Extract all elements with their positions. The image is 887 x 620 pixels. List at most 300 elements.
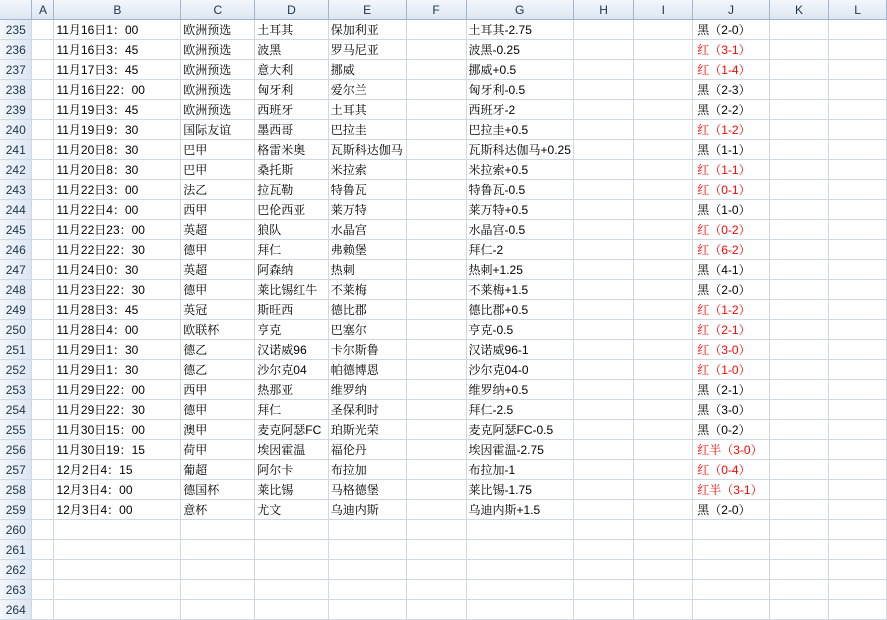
table-row[interactable]	[0, 140, 887, 160]
cell-c-238[interactable]: 欧洲预选	[181, 80, 255, 100]
cell-e-238[interactable]: 爱尔兰	[328, 80, 406, 100]
cell-l-245[interactable]	[829, 220, 887, 240]
cell-l-253[interactable]	[829, 380, 887, 400]
row-header[interactable]: 259	[0, 500, 32, 520]
cell-c-256[interactable]: 荷甲	[181, 440, 255, 460]
cell-c-236[interactable]: 欧洲预选	[181, 40, 255, 60]
cell-a-248[interactable]	[32, 280, 54, 300]
cell-b-264[interactable]	[54, 600, 181, 620]
cell-j-261[interactable]	[693, 540, 770, 560]
cell-g-258[interactable]: 莱比锡-1.75	[466, 480, 573, 500]
cell-k-237[interactable]	[769, 60, 828, 80]
cell-i-238[interactable]	[634, 80, 693, 100]
cell-l-250[interactable]	[829, 320, 887, 340]
cell-j-264[interactable]	[693, 600, 770, 620]
cell-f-239[interactable]	[406, 100, 466, 120]
cell-j-245[interactable]: 红（0-2）	[693, 220, 770, 240]
cell-g-248[interactable]: 不莱梅+1.5	[466, 280, 573, 300]
cell-j-248[interactable]: 黑（2-0）	[693, 280, 770, 300]
cell-j-237[interactable]: 红（1-4）	[693, 60, 770, 80]
cell-i-262[interactable]	[634, 560, 693, 580]
cell-g-241[interactable]: 瓦斯科达伽马+0.25	[466, 140, 573, 160]
cell-a-250[interactable]	[32, 320, 54, 340]
cell-c-248[interactable]: 德甲	[181, 280, 255, 300]
cell-k-260[interactable]	[769, 520, 828, 540]
row-header[interactable]: 261	[0, 540, 32, 560]
cell-a-244[interactable]	[32, 200, 54, 220]
cell-l-254[interactable]	[829, 400, 887, 420]
cell-c-261[interactable]	[181, 540, 255, 560]
cell-g-252[interactable]: 沙尔克04-0	[466, 360, 573, 380]
cell-j-236[interactable]: 红（3-1）	[693, 40, 770, 60]
cell-h-238[interactable]	[573, 80, 633, 100]
cell-a-245[interactable]	[32, 220, 54, 240]
row-header[interactable]: 264	[0, 600, 32, 620]
cell-g-243[interactable]: 特鲁瓦-0.5	[466, 180, 573, 200]
cell-g-263[interactable]	[466, 580, 573, 600]
table-row[interactable]	[0, 160, 887, 180]
cell-g-253[interactable]: 维罗纳+0.5	[466, 380, 573, 400]
cell-f-255[interactable]	[406, 420, 466, 440]
cell-e-241[interactable]: 瓦斯科达伽马	[328, 140, 406, 160]
cell-c-243[interactable]: 法乙	[181, 180, 255, 200]
cell-j-254[interactable]: 黑（3-0）	[693, 400, 770, 420]
cell-a-256[interactable]	[32, 440, 54, 460]
cell-g-237[interactable]: 挪威+0.5	[466, 60, 573, 80]
cell-h-260[interactable]	[573, 520, 633, 540]
cell-i-259[interactable]	[634, 500, 693, 520]
table-row[interactable]	[0, 520, 887, 540]
cell-j-240[interactable]: 红（1-2）	[693, 120, 770, 140]
cell-i-235[interactable]	[634, 20, 693, 40]
cell-h-240[interactable]	[573, 120, 633, 140]
cell-k-256[interactable]	[769, 440, 828, 460]
cell-i-255[interactable]	[634, 420, 693, 440]
cell-j-244[interactable]: 黑（1-0）	[693, 200, 770, 220]
cell-l-248[interactable]	[829, 280, 887, 300]
cell-i-245[interactable]	[634, 220, 693, 240]
cell-d-252[interactable]: 沙尔克04	[255, 360, 328, 380]
cell-i-242[interactable]	[634, 160, 693, 180]
cell-a-238[interactable]	[32, 80, 54, 100]
table-row[interactable]	[0, 380, 887, 400]
cell-g-242[interactable]: 米拉索+0.5	[466, 160, 573, 180]
cell-e-251[interactable]: 卡尔斯鲁	[328, 340, 406, 360]
cell-b-252[interactable]: 11月29日1：30	[54, 360, 181, 380]
row-header[interactable]: 237	[0, 60, 32, 80]
cell-j-258[interactable]: 红半（3-1）	[693, 480, 770, 500]
cell-d-257[interactable]: 阿尔卡	[255, 460, 328, 480]
cell-d-243[interactable]: 拉瓦勒	[255, 180, 328, 200]
cell-j-253[interactable]: 黑（2-1）	[693, 380, 770, 400]
cell-d-235[interactable]: 土耳其	[255, 20, 328, 40]
cell-b-241[interactable]: 11月20日8：30	[54, 140, 181, 160]
cell-b-246[interactable]: 11月22日22：30	[54, 240, 181, 260]
cell-a-260[interactable]	[32, 520, 54, 540]
row-header[interactable]: 257	[0, 460, 32, 480]
cell-l-249[interactable]	[829, 300, 887, 320]
cell-b-255[interactable]: 11月30日15：00	[54, 420, 181, 440]
cell-j-260[interactable]	[693, 520, 770, 540]
cell-i-256[interactable]	[634, 440, 693, 460]
cell-b-258[interactable]: 12月3日4：00	[54, 480, 181, 500]
cell-i-239[interactable]	[634, 100, 693, 120]
cell-b-257[interactable]: 12月2日4：15	[54, 460, 181, 480]
cell-d-236[interactable]: 波黑	[255, 40, 328, 60]
cell-f-264[interactable]	[406, 600, 466, 620]
cell-g-238[interactable]: 匈牙利-0.5	[466, 80, 573, 100]
column-header-e[interactable]: E	[328, 0, 406, 20]
cell-h-248[interactable]	[573, 280, 633, 300]
cell-f-247[interactable]	[406, 260, 466, 280]
table-row[interactable]	[0, 560, 887, 580]
cell-b-244[interactable]: 11月22日4：00	[54, 200, 181, 220]
cell-d-259[interactable]: 尤文	[255, 500, 328, 520]
row-header[interactable]: 263	[0, 580, 32, 600]
cell-g-235[interactable]: 土耳其-2.75	[466, 20, 573, 40]
cell-h-257[interactable]	[573, 460, 633, 480]
cell-a-247[interactable]	[32, 260, 54, 280]
cell-c-262[interactable]	[181, 560, 255, 580]
cell-l-246[interactable]	[829, 240, 887, 260]
cell-k-252[interactable]	[769, 360, 828, 380]
cell-h-256[interactable]	[573, 440, 633, 460]
cell-a-257[interactable]	[32, 460, 54, 480]
cell-j-262[interactable]	[693, 560, 770, 580]
row-header[interactable]: 249	[0, 300, 32, 320]
cell-e-247[interactable]: 热刺	[328, 260, 406, 280]
cell-k-240[interactable]	[769, 120, 828, 140]
cell-c-242[interactable]: 巴甲	[181, 160, 255, 180]
cell-d-253[interactable]: 热那亚	[255, 380, 328, 400]
cell-f-246[interactable]	[406, 240, 466, 260]
cell-e-243[interactable]: 特鲁瓦	[328, 180, 406, 200]
cell-c-245[interactable]: 英超	[181, 220, 255, 240]
cell-l-236[interactable]	[829, 40, 887, 60]
table-row[interactable]	[0, 580, 887, 600]
cell-a-262[interactable]	[32, 560, 54, 580]
cell-c-263[interactable]	[181, 580, 255, 600]
cell-l-261[interactable]	[829, 540, 887, 560]
cell-j-242[interactable]: 红（1-1）	[693, 160, 770, 180]
cell-b-260[interactable]	[54, 520, 181, 540]
cell-l-239[interactable]	[829, 100, 887, 120]
cell-d-242[interactable]: 桑托斯	[255, 160, 328, 180]
cell-h-252[interactable]	[573, 360, 633, 380]
table-row[interactable]	[0, 300, 887, 320]
cell-b-261[interactable]	[54, 540, 181, 560]
row-header[interactable]: 240	[0, 120, 32, 140]
cell-f-249[interactable]	[406, 300, 466, 320]
cell-c-250[interactable]: 欧联杯	[181, 320, 255, 340]
row-header[interactable]: 250	[0, 320, 32, 340]
cell-a-251[interactable]	[32, 340, 54, 360]
cell-f-261[interactable]	[406, 540, 466, 560]
cell-i-240[interactable]	[634, 120, 693, 140]
cell-e-237[interactable]: 挪威	[328, 60, 406, 80]
row-header[interactable]: 254	[0, 400, 32, 420]
table-row[interactable]	[0, 260, 887, 280]
cell-k-247[interactable]	[769, 260, 828, 280]
cell-e-256[interactable]: 福伦丹	[328, 440, 406, 460]
cell-k-243[interactable]	[769, 180, 828, 200]
cell-h-264[interactable]	[573, 600, 633, 620]
cell-b-235[interactable]: 11月16日1：00	[54, 20, 181, 40]
cell-j-255[interactable]: 黑（0-2）	[693, 420, 770, 440]
cell-a-253[interactable]	[32, 380, 54, 400]
row-header[interactable]: 241	[0, 140, 32, 160]
cell-l-263[interactable]	[829, 580, 887, 600]
cell-e-239[interactable]: 土耳其	[328, 100, 406, 120]
table-row[interactable]	[0, 440, 887, 460]
cell-i-248[interactable]	[634, 280, 693, 300]
cell-e-258[interactable]: 马格德堡	[328, 480, 406, 500]
cell-g-264[interactable]	[466, 600, 573, 620]
cell-h-246[interactable]	[573, 240, 633, 260]
cell-d-241[interactable]: 格雷米奥	[255, 140, 328, 160]
column-header-k[interactable]: K	[769, 0, 828, 20]
row-header[interactable]: 247	[0, 260, 32, 280]
cell-b-251[interactable]: 11月29日1：30	[54, 340, 181, 360]
cell-h-243[interactable]	[573, 180, 633, 200]
cell-e-244[interactable]: 莱万特	[328, 200, 406, 220]
cell-l-242[interactable]	[829, 160, 887, 180]
cell-e-250[interactable]: 巴塞尔	[328, 320, 406, 340]
cell-h-258[interactable]	[573, 480, 633, 500]
table-row[interactable]	[0, 80, 887, 100]
cell-h-251[interactable]	[573, 340, 633, 360]
cell-d-244[interactable]: 巴伦西亚	[255, 200, 328, 220]
cell-a-261[interactable]	[32, 540, 54, 560]
row-header[interactable]: 246	[0, 240, 32, 260]
row-header[interactable]: 239	[0, 100, 32, 120]
row-header[interactable]: 248	[0, 280, 32, 300]
cell-a-264[interactable]	[32, 600, 54, 620]
cell-i-264[interactable]	[634, 600, 693, 620]
cell-k-246[interactable]	[769, 240, 828, 260]
cell-l-241[interactable]	[829, 140, 887, 160]
cell-b-239[interactable]: 11月19日3：45	[54, 100, 181, 120]
cell-g-249[interactable]: 德比郡+0.5	[466, 300, 573, 320]
cell-b-243[interactable]: 11月22日3：00	[54, 180, 181, 200]
table-row[interactable]	[0, 240, 887, 260]
cell-e-249[interactable]: 德比郡	[328, 300, 406, 320]
cell-b-259[interactable]: 12月3日4：00	[54, 500, 181, 520]
cell-c-239[interactable]: 欧洲预选	[181, 100, 255, 120]
cell-f-236[interactable]	[406, 40, 466, 60]
cell-b-262[interactable]	[54, 560, 181, 580]
cell-f-262[interactable]	[406, 560, 466, 580]
cell-f-257[interactable]	[406, 460, 466, 480]
cell-f-253[interactable]	[406, 380, 466, 400]
cell-j-241[interactable]: 黑（1-1）	[693, 140, 770, 160]
cell-d-263[interactable]	[255, 580, 328, 600]
cell-j-263[interactable]	[693, 580, 770, 600]
cell-e-261[interactable]	[328, 540, 406, 560]
cell-e-264[interactable]	[328, 600, 406, 620]
table-row[interactable]	[0, 460, 887, 480]
cell-k-241[interactable]	[769, 140, 828, 160]
cell-f-244[interactable]	[406, 200, 466, 220]
row-header[interactable]: 244	[0, 200, 32, 220]
cell-f-252[interactable]	[406, 360, 466, 380]
cell-j-252[interactable]: 红（1-0）	[693, 360, 770, 380]
cell-d-260[interactable]	[255, 520, 328, 540]
cell-l-259[interactable]	[829, 500, 887, 520]
table-row[interactable]	[0, 320, 887, 340]
cell-c-264[interactable]	[181, 600, 255, 620]
cell-h-247[interactable]	[573, 260, 633, 280]
cell-b-245[interactable]: 11月22日23：00	[54, 220, 181, 240]
cell-c-252[interactable]: 德乙	[181, 360, 255, 380]
cell-f-238[interactable]	[406, 80, 466, 100]
cell-d-237[interactable]: 意大利	[255, 60, 328, 80]
cell-l-258[interactable]	[829, 480, 887, 500]
cell-h-235[interactable]	[573, 20, 633, 40]
column-header-i[interactable]: I	[634, 0, 693, 20]
cell-g-256[interactable]: 埃因霍温-2.75	[466, 440, 573, 460]
cell-h-236[interactable]	[573, 40, 633, 60]
cell-a-255[interactable]	[32, 420, 54, 440]
column-header-h[interactable]: H	[573, 0, 633, 20]
cell-j-246[interactable]: 红（6-2）	[693, 240, 770, 260]
column-header-j[interactable]: J	[693, 0, 770, 20]
column-header-f[interactable]: F	[406, 0, 466, 20]
cell-j-243[interactable]: 红（0-1）	[693, 180, 770, 200]
row-header[interactable]: 255	[0, 420, 32, 440]
cell-e-248[interactable]: 不莱梅	[328, 280, 406, 300]
row-header[interactable]: 252	[0, 360, 32, 380]
cell-d-254[interactable]: 拜仁	[255, 400, 328, 420]
cell-a-249[interactable]	[32, 300, 54, 320]
table-row[interactable]	[0, 120, 887, 140]
column-header-d[interactable]: D	[255, 0, 328, 20]
cell-d-258[interactable]: 莱比锡	[255, 480, 328, 500]
cell-j-250[interactable]: 红（2-1）	[693, 320, 770, 340]
row-header[interactable]: 253	[0, 380, 32, 400]
table-row[interactable]	[0, 540, 887, 560]
table-row[interactable]	[0, 280, 887, 300]
cell-c-260[interactable]	[181, 520, 255, 540]
cell-k-263[interactable]	[769, 580, 828, 600]
cell-k-262[interactable]	[769, 560, 828, 580]
cell-b-256[interactable]: 11月30日19：15	[54, 440, 181, 460]
cell-f-259[interactable]	[406, 500, 466, 520]
cell-l-240[interactable]	[829, 120, 887, 140]
cell-a-241[interactable]	[32, 140, 54, 160]
cell-c-244[interactable]: 西甲	[181, 200, 255, 220]
cell-f-241[interactable]	[406, 140, 466, 160]
cell-l-247[interactable]	[829, 260, 887, 280]
cell-h-255[interactable]	[573, 420, 633, 440]
cell-g-255[interactable]: 麦克阿瑟FC-0.5	[466, 420, 573, 440]
cell-j-238[interactable]: 黑（2-3）	[693, 80, 770, 100]
cell-b-263[interactable]	[54, 580, 181, 600]
cell-h-249[interactable]	[573, 300, 633, 320]
cell-i-253[interactable]	[634, 380, 693, 400]
cell-d-251[interactable]: 汉诺威96	[255, 340, 328, 360]
cell-k-236[interactable]	[769, 40, 828, 60]
cell-a-242[interactable]	[32, 160, 54, 180]
cell-b-236[interactable]: 11月16日3：45	[54, 40, 181, 60]
cell-f-263[interactable]	[406, 580, 466, 600]
cell-g-251[interactable]: 汉诺威96-1	[466, 340, 573, 360]
cell-l-262[interactable]	[829, 560, 887, 580]
cell-i-236[interactable]	[634, 40, 693, 60]
row-header[interactable]: 235	[0, 20, 32, 40]
cell-i-237[interactable]	[634, 60, 693, 80]
cell-f-245[interactable]	[406, 220, 466, 240]
cell-i-250[interactable]	[634, 320, 693, 340]
row-header[interactable]: 245	[0, 220, 32, 240]
table-row[interactable]	[0, 40, 887, 60]
cell-g-254[interactable]: 拜仁-2.5	[466, 400, 573, 420]
cell-i-260[interactable]	[634, 520, 693, 540]
column-header-g[interactable]: G	[466, 0, 573, 20]
cell-k-249[interactable]	[769, 300, 828, 320]
cell-d-262[interactable]	[255, 560, 328, 580]
cell-l-264[interactable]	[829, 600, 887, 620]
cell-f-251[interactable]	[406, 340, 466, 360]
cell-d-247[interactable]: 阿森纳	[255, 260, 328, 280]
cell-g-236[interactable]: 波黑-0.25	[466, 40, 573, 60]
cell-f-235[interactable]	[406, 20, 466, 40]
cell-g-259[interactable]: 乌迪内斯+1.5	[466, 500, 573, 520]
cell-l-235[interactable]	[829, 20, 887, 40]
cell-b-254[interactable]: 11月29日22：30	[54, 400, 181, 420]
cell-d-250[interactable]: 亨克	[255, 320, 328, 340]
cell-a-259[interactable]	[32, 500, 54, 520]
cell-e-246[interactable]: 弗赖堡	[328, 240, 406, 260]
row-header[interactable]: 258	[0, 480, 32, 500]
cell-c-240[interactable]: 国际友谊	[181, 120, 255, 140]
cell-e-253[interactable]: 维罗纳	[328, 380, 406, 400]
cell-h-244[interactable]	[573, 200, 633, 220]
cell-c-249[interactable]: 英冠	[181, 300, 255, 320]
cell-a-263[interactable]	[32, 580, 54, 600]
cell-k-264[interactable]	[769, 600, 828, 620]
cell-k-250[interactable]	[769, 320, 828, 340]
cell-b-249[interactable]: 11月28日3：45	[54, 300, 181, 320]
cell-h-239[interactable]	[573, 100, 633, 120]
cell-j-235[interactable]: 黑（2-0）	[693, 20, 770, 40]
row-header[interactable]: 242	[0, 160, 32, 180]
cell-j-239[interactable]: 黑（2-2）	[693, 100, 770, 120]
cell-i-261[interactable]	[634, 540, 693, 560]
cell-a-237[interactable]	[32, 60, 54, 80]
cell-f-240[interactable]	[406, 120, 466, 140]
cell-d-238[interactable]: 匈牙利	[255, 80, 328, 100]
cell-j-256[interactable]: 红半（3-0）	[693, 440, 770, 460]
cell-k-261[interactable]	[769, 540, 828, 560]
cell-g-245[interactable]: 水晶宫-0.5	[466, 220, 573, 240]
cell-k-242[interactable]	[769, 160, 828, 180]
cell-e-260[interactable]	[328, 520, 406, 540]
cell-h-261[interactable]	[573, 540, 633, 560]
cell-h-263[interactable]	[573, 580, 633, 600]
table-row[interactable]	[0, 420, 887, 440]
cell-a-240[interactable]	[32, 120, 54, 140]
cell-e-252[interactable]: 帕德博恩	[328, 360, 406, 380]
cell-e-263[interactable]	[328, 580, 406, 600]
cell-c-257[interactable]: 葡超	[181, 460, 255, 480]
column-header-a[interactable]: A	[32, 0, 54, 20]
cell-h-241[interactable]	[573, 140, 633, 160]
table-row[interactable]	[0, 220, 887, 240]
cell-e-262[interactable]	[328, 560, 406, 580]
cell-b-240[interactable]: 11月19日9：30	[54, 120, 181, 140]
cell-f-242[interactable]	[406, 160, 466, 180]
